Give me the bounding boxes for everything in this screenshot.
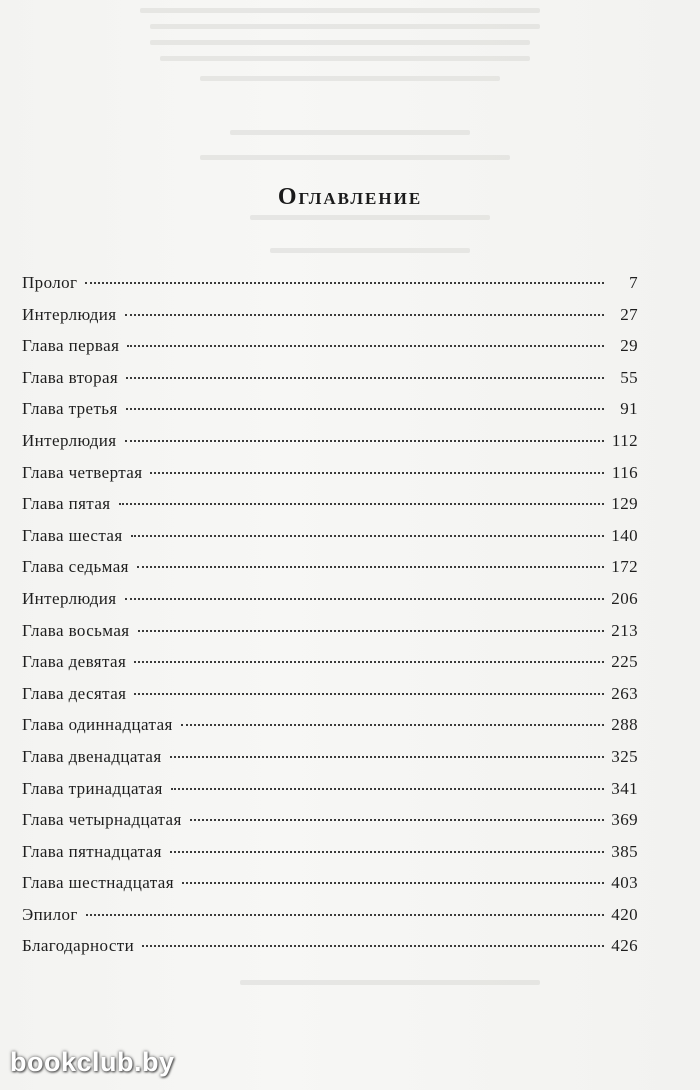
toc-entry-page-number: 385 [611,841,638,861]
toc-entry [22,747,638,779]
toc-entry [22,652,638,684]
toc-entry-label: Эпилог [22,904,78,924]
dot-leader [137,566,604,568]
toc-entry [22,399,638,431]
toc-entry-label: Глава шестая [22,525,123,545]
dot-leader [126,408,604,410]
toc-entry [22,431,638,463]
dot-leader [119,503,605,505]
toc-entry [22,715,638,747]
toc-entry-label: Глава одиннадцатая [22,715,173,735]
toc-entry [22,526,638,558]
toc-entry-page-number: 7 [629,273,638,292]
dot-leader [134,693,604,695]
dot-leader [125,314,604,316]
toc-entry [22,557,638,589]
toc-entry-page-number: 172 [611,557,638,577]
toc-entry [22,368,638,400]
toc-entry-label: Интерлюдия [22,304,117,324]
toc-entry-page-number: 288 [611,715,638,735]
toc-entry-page-number: 112 [611,430,638,450]
toc-entry-page-number: 140 [611,525,638,545]
toc-entry-page-number: 55 [620,367,638,387]
toc-entry-label: Глава седьмая [22,557,129,577]
toc-entry-label: Глава вторая [22,367,119,387]
toc-entry-page-number: 403 [611,873,638,893]
toc-entry-label: Глава двенадцатая [22,746,162,766]
toc-entry [22,842,638,874]
dot-leader [126,377,604,379]
dot-leader [142,945,604,947]
toc-entry-page-number: 420 [611,904,638,924]
dot-leader [182,882,604,884]
toc-entry-page-number: 27 [620,304,638,324]
dot-leader [190,819,604,821]
toc-entry [22,810,638,842]
toc-entry-label: Глава третья [22,399,118,419]
toc-entry-label: Глава десятая [22,683,127,703]
toc-entry-label: Глава пятая [22,494,111,514]
dot-leader [86,914,604,916]
toc-entry [22,336,638,368]
toc-entry-page-number: 426 [611,936,638,956]
toc-entry-page-number: 263 [611,683,638,703]
dot-leader [171,788,604,790]
dot-leader [127,345,604,347]
toc-entry-page-number: 213 [611,620,638,640]
toc-entry [22,589,638,621]
toc-entry-label: Интерлюдия [22,588,117,608]
toc-entry-label: Глава первая [22,336,120,356]
toc-entry-label: Пролог [22,273,78,292]
toc-entry-label: Глава шестнадцатая [22,873,174,893]
watermark: bookclub.by [10,1047,175,1077]
dot-leader [125,440,604,442]
toc-entry [22,305,638,337]
toc-entry-label: Благодарности [22,936,135,956]
toc-entry-page-number: 206 [611,588,638,608]
dot-leader [181,724,604,726]
toc-entry-label: Глава девятая [22,652,127,672]
toc-entry-page-number: 369 [611,810,638,830]
toc-entry-page-number: 129 [611,494,638,514]
toc-entry-label: Глава тринадцатая [22,778,163,798]
toc-entry-label: Глава четырнадцатая [22,810,182,830]
toc-entry-page-number: 29 [620,336,638,356]
toc-entry-label: Глава восьмая [22,620,130,640]
toc-entry [22,873,638,905]
dot-leader [170,756,604,758]
dot-leader [150,472,604,474]
dot-leader [134,661,604,663]
dot-leader [138,630,604,632]
toc-entry [22,494,638,526]
toc-entry-page-number: 116 [611,462,638,482]
toc-entry-label: Глава пятнадцатая [22,841,162,861]
toc-entry [22,463,638,495]
toc-entry [22,273,638,305]
toc-entry [22,936,638,968]
toc-entry [22,684,638,716]
toc-entry-page-number: 91 [620,399,638,419]
dot-leader [170,851,604,853]
toc-entry [22,621,638,653]
dot-leader [85,282,604,284]
dot-leader [125,598,604,600]
toc-entry-page-number: 225 [611,652,638,672]
page-title: Оглавление [277,184,423,211]
table-of-contents [22,273,638,968]
toc-entry [22,779,638,811]
toc-entry [22,905,638,937]
toc-entry-label: Интерлюдия [22,430,117,450]
toc-entry-page-number: 325 [611,746,638,766]
dot-leader [131,535,604,537]
toc-entry-page-number: 341 [611,778,638,798]
toc-entry-label: Глава четвертая [22,462,143,482]
